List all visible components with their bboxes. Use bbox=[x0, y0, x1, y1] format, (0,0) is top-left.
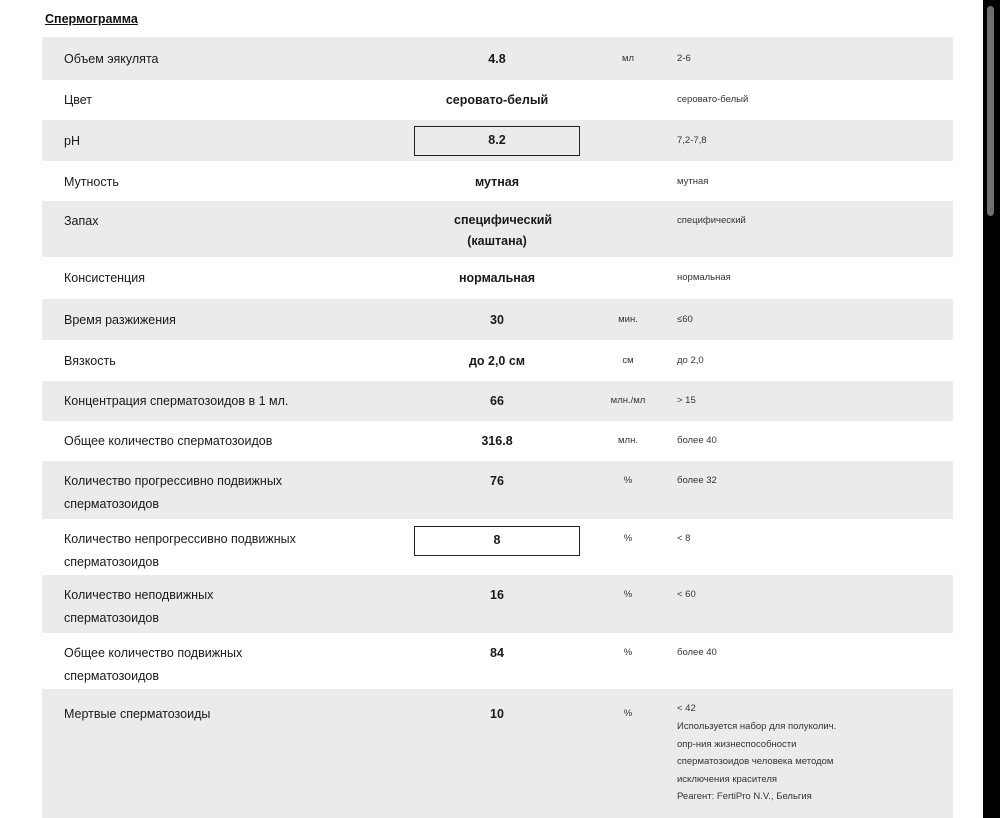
parameter-name: Общее количество подвижных сперматозоидов bbox=[64, 646, 243, 683]
result-value-highlighted: 8.2 bbox=[414, 126, 580, 156]
result-value: серовато-белый bbox=[445, 93, 549, 107]
reference-range: более 40 bbox=[677, 435, 717, 446]
table-row bbox=[42, 421, 953, 461]
result-value: 316.8 bbox=[481, 434, 513, 448]
unit: см bbox=[622, 355, 634, 366]
parameter-name: Время разжижения bbox=[64, 313, 176, 327]
unit: % bbox=[623, 475, 633, 486]
table-row bbox=[42, 381, 953, 421]
table-row bbox=[42, 575, 953, 633]
unit: мл bbox=[621, 53, 635, 64]
unit: млн. bbox=[618, 435, 638, 446]
result-value: 66 bbox=[490, 394, 504, 408]
result-value: 10 bbox=[490, 707, 504, 721]
table-row bbox=[42, 161, 953, 201]
parameter-name: Количество прогрессивно подвижных сперматозоидов bbox=[64, 474, 283, 511]
scrollbar-thumb[interactable] bbox=[987, 6, 994, 216]
parameter-name: Мутность bbox=[64, 175, 119, 189]
table-row bbox=[42, 689, 953, 818]
table-row bbox=[42, 120, 953, 161]
reference-range bbox=[677, 700, 947, 806]
parameter-name: Концентрация сперматозоидов в 1 мл. bbox=[64, 394, 289, 408]
result-value: 16 bbox=[490, 588, 504, 602]
table-row bbox=[42, 633, 953, 689]
table-row bbox=[42, 37, 953, 80]
reference-range: более 40 bbox=[677, 647, 717, 658]
result-value-highlighted: 8 bbox=[414, 526, 580, 556]
unit: млн./мл bbox=[610, 395, 646, 406]
result-value: специфический (каштана) bbox=[454, 213, 553, 248]
reference-range: 2-6 bbox=[677, 53, 691, 64]
parameter-name: Запах bbox=[64, 214, 99, 228]
vertical-scrollbar[interactable] bbox=[983, 0, 1000, 818]
reference-range: серовато-белый bbox=[677, 94, 749, 105]
table-row bbox=[42, 299, 953, 340]
method-note-line: Реагент: FertiPro N.V., Бельгия bbox=[677, 791, 812, 802]
report-title: Спермограмма bbox=[45, 12, 138, 26]
table-row bbox=[42, 519, 953, 575]
parameter-name: Общее количество сперматозоидов bbox=[64, 434, 273, 448]
reference-range: мутная bbox=[677, 176, 709, 187]
result-value: 76 bbox=[490, 474, 504, 488]
table-row bbox=[42, 257, 953, 299]
method-note-line: исключения красителя bbox=[677, 773, 778, 785]
reference-range: < 8 bbox=[677, 533, 691, 544]
unit: % bbox=[623, 533, 633, 544]
reference-range: 7,2-7,8 bbox=[677, 135, 707, 146]
method-note-line: Используется набор для полуколич. bbox=[677, 721, 837, 732]
unit: мин. bbox=[618, 314, 638, 325]
method-note-line: сперматозоидов человека методом bbox=[677, 756, 834, 767]
parameter-name: Количество непрогрессивно подвижных сперматозоидов bbox=[64, 532, 296, 569]
result-value: нормальная bbox=[458, 271, 536, 285]
reference-range: более 32 bbox=[677, 475, 717, 486]
parameter-name: Мертвые сперматозоиды bbox=[64, 707, 211, 721]
parameter-name: Консистенция bbox=[64, 271, 145, 285]
reference-range: до 2,0 bbox=[677, 355, 704, 366]
table-row bbox=[42, 461, 953, 519]
table-row bbox=[42, 80, 953, 120]
result-value: до 2,0 см bbox=[468, 354, 526, 368]
parameter-name: Цвет bbox=[64, 93, 93, 107]
result-value: 30 bbox=[490, 313, 504, 327]
parameter-name: Количество неподвижных сперматозоидов bbox=[64, 588, 214, 625]
table-row bbox=[42, 201, 953, 257]
result-value: мутная bbox=[474, 175, 520, 189]
parameter-name: Вязкость bbox=[64, 354, 116, 368]
parameter-name: pH bbox=[64, 134, 80, 148]
reference-value: < 42 bbox=[677, 703, 696, 714]
reference-range: специфический bbox=[677, 215, 746, 226]
reference-range: нормальная bbox=[677, 272, 731, 283]
result-value: 84 bbox=[490, 646, 504, 660]
unit: % bbox=[623, 647, 633, 658]
result-value: 4.8 bbox=[488, 52, 506, 66]
reference-range: ≤60 bbox=[677, 314, 693, 325]
results-table bbox=[42, 37, 953, 818]
reference-range: > 15 bbox=[677, 395, 696, 406]
unit: % bbox=[623, 708, 633, 719]
parameter-name: Объем эякулята bbox=[64, 52, 159, 66]
unit: % bbox=[623, 589, 633, 600]
reference-range: < 60 bbox=[677, 589, 696, 600]
table-row bbox=[42, 340, 953, 381]
method-note-line: опр-ния жизнеспособности bbox=[677, 738, 797, 750]
